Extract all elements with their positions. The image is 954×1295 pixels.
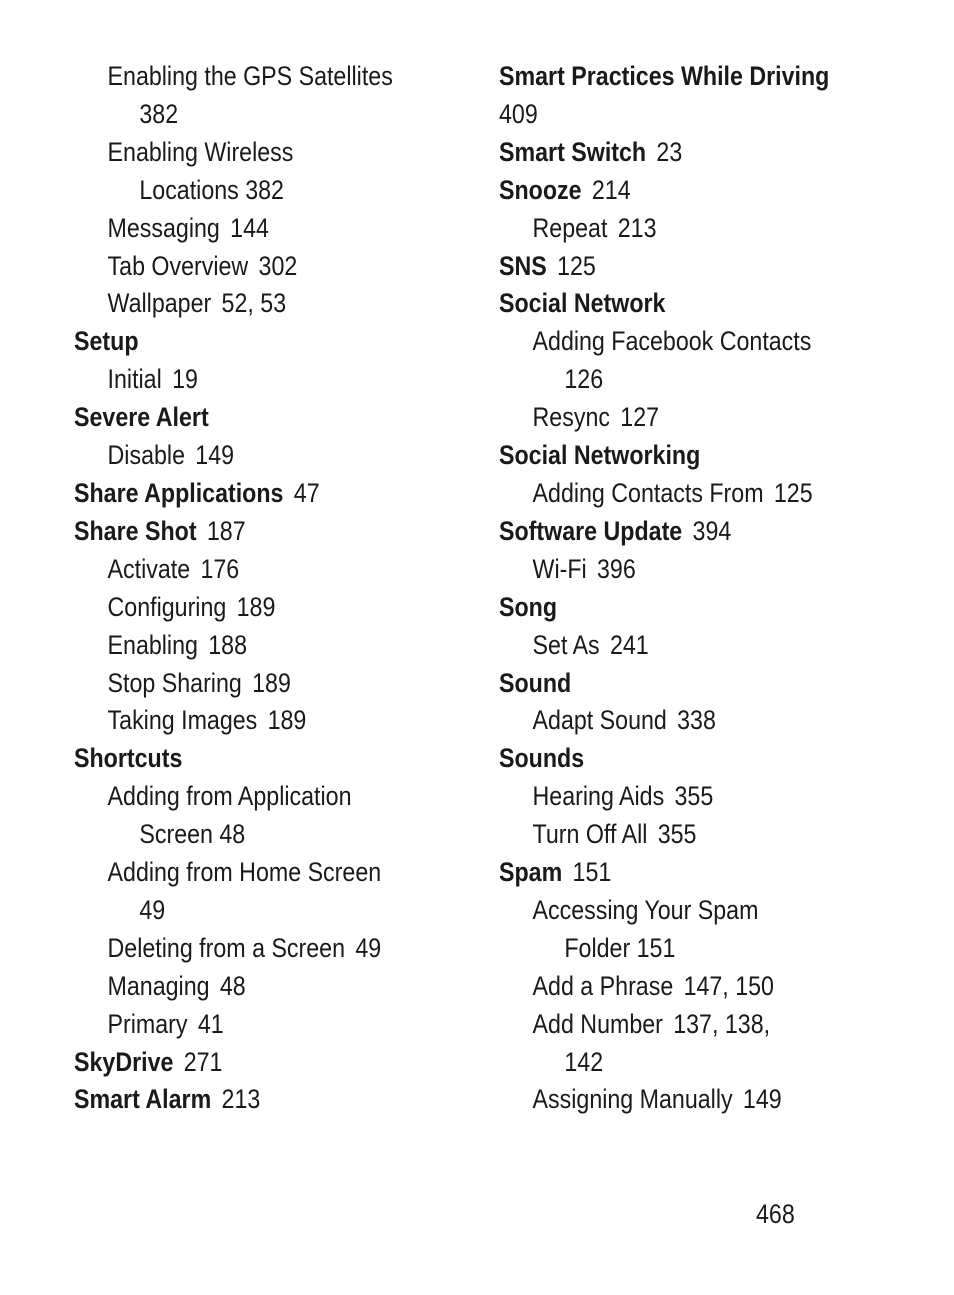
index-subentry bbox=[74, 285, 418, 323]
index-subentry bbox=[74, 627, 418, 665]
index-pages: 149 bbox=[195, 440, 235, 471]
index-continuation: 126 bbox=[564, 364, 604, 395]
index-subentry bbox=[74, 1006, 418, 1044]
index-pages: 213 bbox=[221, 1084, 261, 1115]
index-subentry bbox=[499, 1081, 860, 1119]
index-entry bbox=[74, 1044, 418, 1082]
index-pages: 213 bbox=[617, 212, 657, 243]
index-term: Setup bbox=[74, 326, 139, 357]
index-term: Turn Off All bbox=[532, 819, 648, 850]
index-subentry bbox=[74, 702, 418, 740]
index-pages: 355 bbox=[657, 819, 697, 850]
index-entry bbox=[499, 665, 860, 703]
index-entry bbox=[499, 854, 860, 892]
index-term: Wi-Fi bbox=[532, 553, 587, 584]
index-term: SNS bbox=[499, 250, 547, 281]
index-term: Deleting from a Screen bbox=[107, 932, 346, 963]
index-pages: 189 bbox=[252, 667, 291, 698]
index-term: Configuring bbox=[107, 591, 227, 622]
index-entry bbox=[499, 589, 860, 627]
index-term: Hearing Aids bbox=[532, 781, 665, 812]
index-subentry bbox=[74, 437, 418, 475]
index-column-left bbox=[74, 58, 474, 1119]
index-term: Enabling bbox=[107, 629, 198, 660]
index-subentry bbox=[74, 134, 418, 172]
index-term: Enabling Wireless bbox=[107, 136, 294, 167]
index-term: Social Networking bbox=[499, 440, 701, 471]
index-subentry bbox=[499, 968, 860, 1006]
index-term: Software Update bbox=[499, 515, 683, 546]
index-term: Activate bbox=[107, 553, 191, 584]
index-pages: 241 bbox=[609, 629, 649, 660]
index-term: Add a Phrase bbox=[532, 970, 674, 1001]
index-entry bbox=[499, 172, 860, 210]
index-subentry bbox=[74, 854, 418, 892]
index-pages: 355 bbox=[674, 781, 714, 812]
index-term: Stop Sharing bbox=[107, 667, 242, 698]
index-subentry bbox=[499, 778, 860, 816]
index-entry bbox=[499, 740, 860, 778]
index-pages: 396 bbox=[597, 553, 636, 584]
index-subentry bbox=[74, 58, 418, 96]
index-pages: 144 bbox=[230, 212, 269, 243]
index-subentry bbox=[499, 702, 860, 740]
index-term: Shortcuts bbox=[74, 743, 183, 774]
index-pages: 338 bbox=[677, 705, 716, 736]
index-term: Primary bbox=[107, 1008, 188, 1039]
index-term: Enabling the GPS Satellites bbox=[107, 61, 393, 91]
index-subentry bbox=[74, 248, 418, 286]
index-term: Initial bbox=[107, 364, 162, 395]
index-term: Snooze bbox=[499, 174, 582, 205]
index-pages: 189 bbox=[267, 705, 307, 736]
index-continuation: 142 bbox=[564, 1046, 604, 1077]
index-subentry bbox=[499, 210, 860, 248]
index-continuation: 49 bbox=[139, 894, 166, 925]
index-pages: 149 bbox=[742, 1084, 782, 1115]
index-subentry bbox=[499, 627, 860, 665]
index-pages: 125 bbox=[773, 477, 813, 508]
index-term: Managing bbox=[107, 970, 210, 1001]
index-term: Share Applications bbox=[74, 477, 284, 508]
index-entry bbox=[74, 1081, 418, 1119]
index-term: Wallpaper bbox=[107, 288, 212, 319]
index-pages: 187 bbox=[206, 515, 246, 546]
index-subentry bbox=[499, 892, 860, 930]
index-term: Song bbox=[499, 591, 558, 622]
index-term: Adding Contacts From bbox=[532, 477, 764, 508]
index-pages: 214 bbox=[591, 174, 631, 205]
index-pages: 52, 53 bbox=[221, 288, 287, 319]
index-term: Sound bbox=[499, 667, 572, 698]
index-entry bbox=[499, 134, 860, 172]
index-term: Spam bbox=[499, 857, 563, 888]
index-subentry bbox=[499, 1006, 860, 1044]
index-term: Repeat bbox=[532, 212, 608, 243]
index-pages: 302 bbox=[258, 250, 298, 281]
index-pages: 23 bbox=[656, 136, 683, 167]
index-term: Tab Overview bbox=[107, 250, 249, 281]
index-entry bbox=[499, 285, 860, 323]
index-continuation: Folder 151 bbox=[564, 932, 676, 963]
index-entry bbox=[499, 437, 860, 475]
index-pages: 189 bbox=[236, 591, 276, 622]
index-term: Adding Facebook Contacts bbox=[532, 326, 812, 357]
index-subentry bbox=[74, 589, 418, 627]
index-term: Severe Alert bbox=[74, 402, 209, 433]
index-term: Share Shot bbox=[74, 515, 197, 546]
index-pages: 147, 150 bbox=[683, 970, 774, 1001]
index-subentry bbox=[74, 778, 418, 816]
index-subentry bbox=[74, 665, 418, 703]
index-term: Smart Practices While Driving bbox=[499, 61, 830, 91]
index-term: Sounds bbox=[499, 743, 585, 774]
index-term: Accessing Your Spam bbox=[532, 894, 759, 925]
index-term: Resync bbox=[532, 402, 610, 433]
index-pages: 188 bbox=[208, 629, 247, 660]
index-pages: 41 bbox=[197, 1008, 224, 1039]
index-entry bbox=[74, 740, 418, 778]
index-entry bbox=[499, 513, 860, 551]
index-entry bbox=[74, 513, 418, 551]
index-pages: 137, 138, bbox=[673, 1008, 771, 1039]
index-continuation: Screen 48 bbox=[139, 819, 246, 850]
index-term: Assigning Manually bbox=[532, 1084, 733, 1115]
index-term: Set As bbox=[532, 629, 600, 660]
index-term: Adding from Application bbox=[107, 781, 352, 812]
index-pages: 125 bbox=[557, 250, 596, 281]
index-subentry bbox=[74, 210, 418, 248]
index-entry bbox=[74, 323, 418, 361]
index-term: Social Network bbox=[499, 288, 666, 319]
index-pages: 394 bbox=[692, 515, 732, 546]
index-continuation: 409 bbox=[499, 98, 538, 129]
index-continuation: 382 bbox=[139, 98, 179, 129]
index-pages: 49 bbox=[355, 932, 382, 963]
index-subentry bbox=[499, 399, 860, 437]
index-subentry bbox=[74, 968, 418, 1006]
index-pages: 271 bbox=[183, 1046, 223, 1077]
index-pages: 48 bbox=[219, 970, 246, 1001]
index-subentry bbox=[74, 551, 418, 589]
page-number: 468 bbox=[756, 1199, 795, 1229]
index-pages: 19 bbox=[172, 364, 198, 395]
index-subentry bbox=[499, 323, 860, 361]
index-term: Adapt Sound bbox=[532, 705, 667, 736]
index-term: Messaging bbox=[107, 212, 220, 243]
index-pages: 176 bbox=[200, 553, 240, 584]
index-term: Add Number bbox=[532, 1008, 663, 1039]
index-term: Adding from Home Screen bbox=[107, 857, 382, 888]
index-term: Taking Images bbox=[107, 705, 258, 736]
index-pages: 47 bbox=[293, 477, 320, 508]
index-column-right bbox=[499, 58, 919, 1119]
index-subentry bbox=[499, 816, 860, 854]
index-entry bbox=[499, 58, 860, 96]
index-subentry bbox=[74, 930, 418, 968]
index-term: Disable bbox=[107, 440, 185, 471]
index-term: SkyDrive bbox=[74, 1046, 174, 1077]
index-subentry bbox=[499, 551, 860, 589]
index-pages: 127 bbox=[620, 402, 660, 433]
index-entry bbox=[74, 399, 418, 437]
index-continuation: Locations 382 bbox=[139, 174, 284, 205]
index-entry bbox=[499, 248, 860, 286]
index-term: Smart Switch bbox=[499, 136, 647, 167]
index-entry bbox=[74, 475, 418, 513]
index-subentry bbox=[74, 361, 418, 399]
index-pages: 151 bbox=[572, 857, 612, 888]
index-subentry bbox=[499, 475, 860, 513]
index-term: Smart Alarm bbox=[74, 1084, 212, 1115]
